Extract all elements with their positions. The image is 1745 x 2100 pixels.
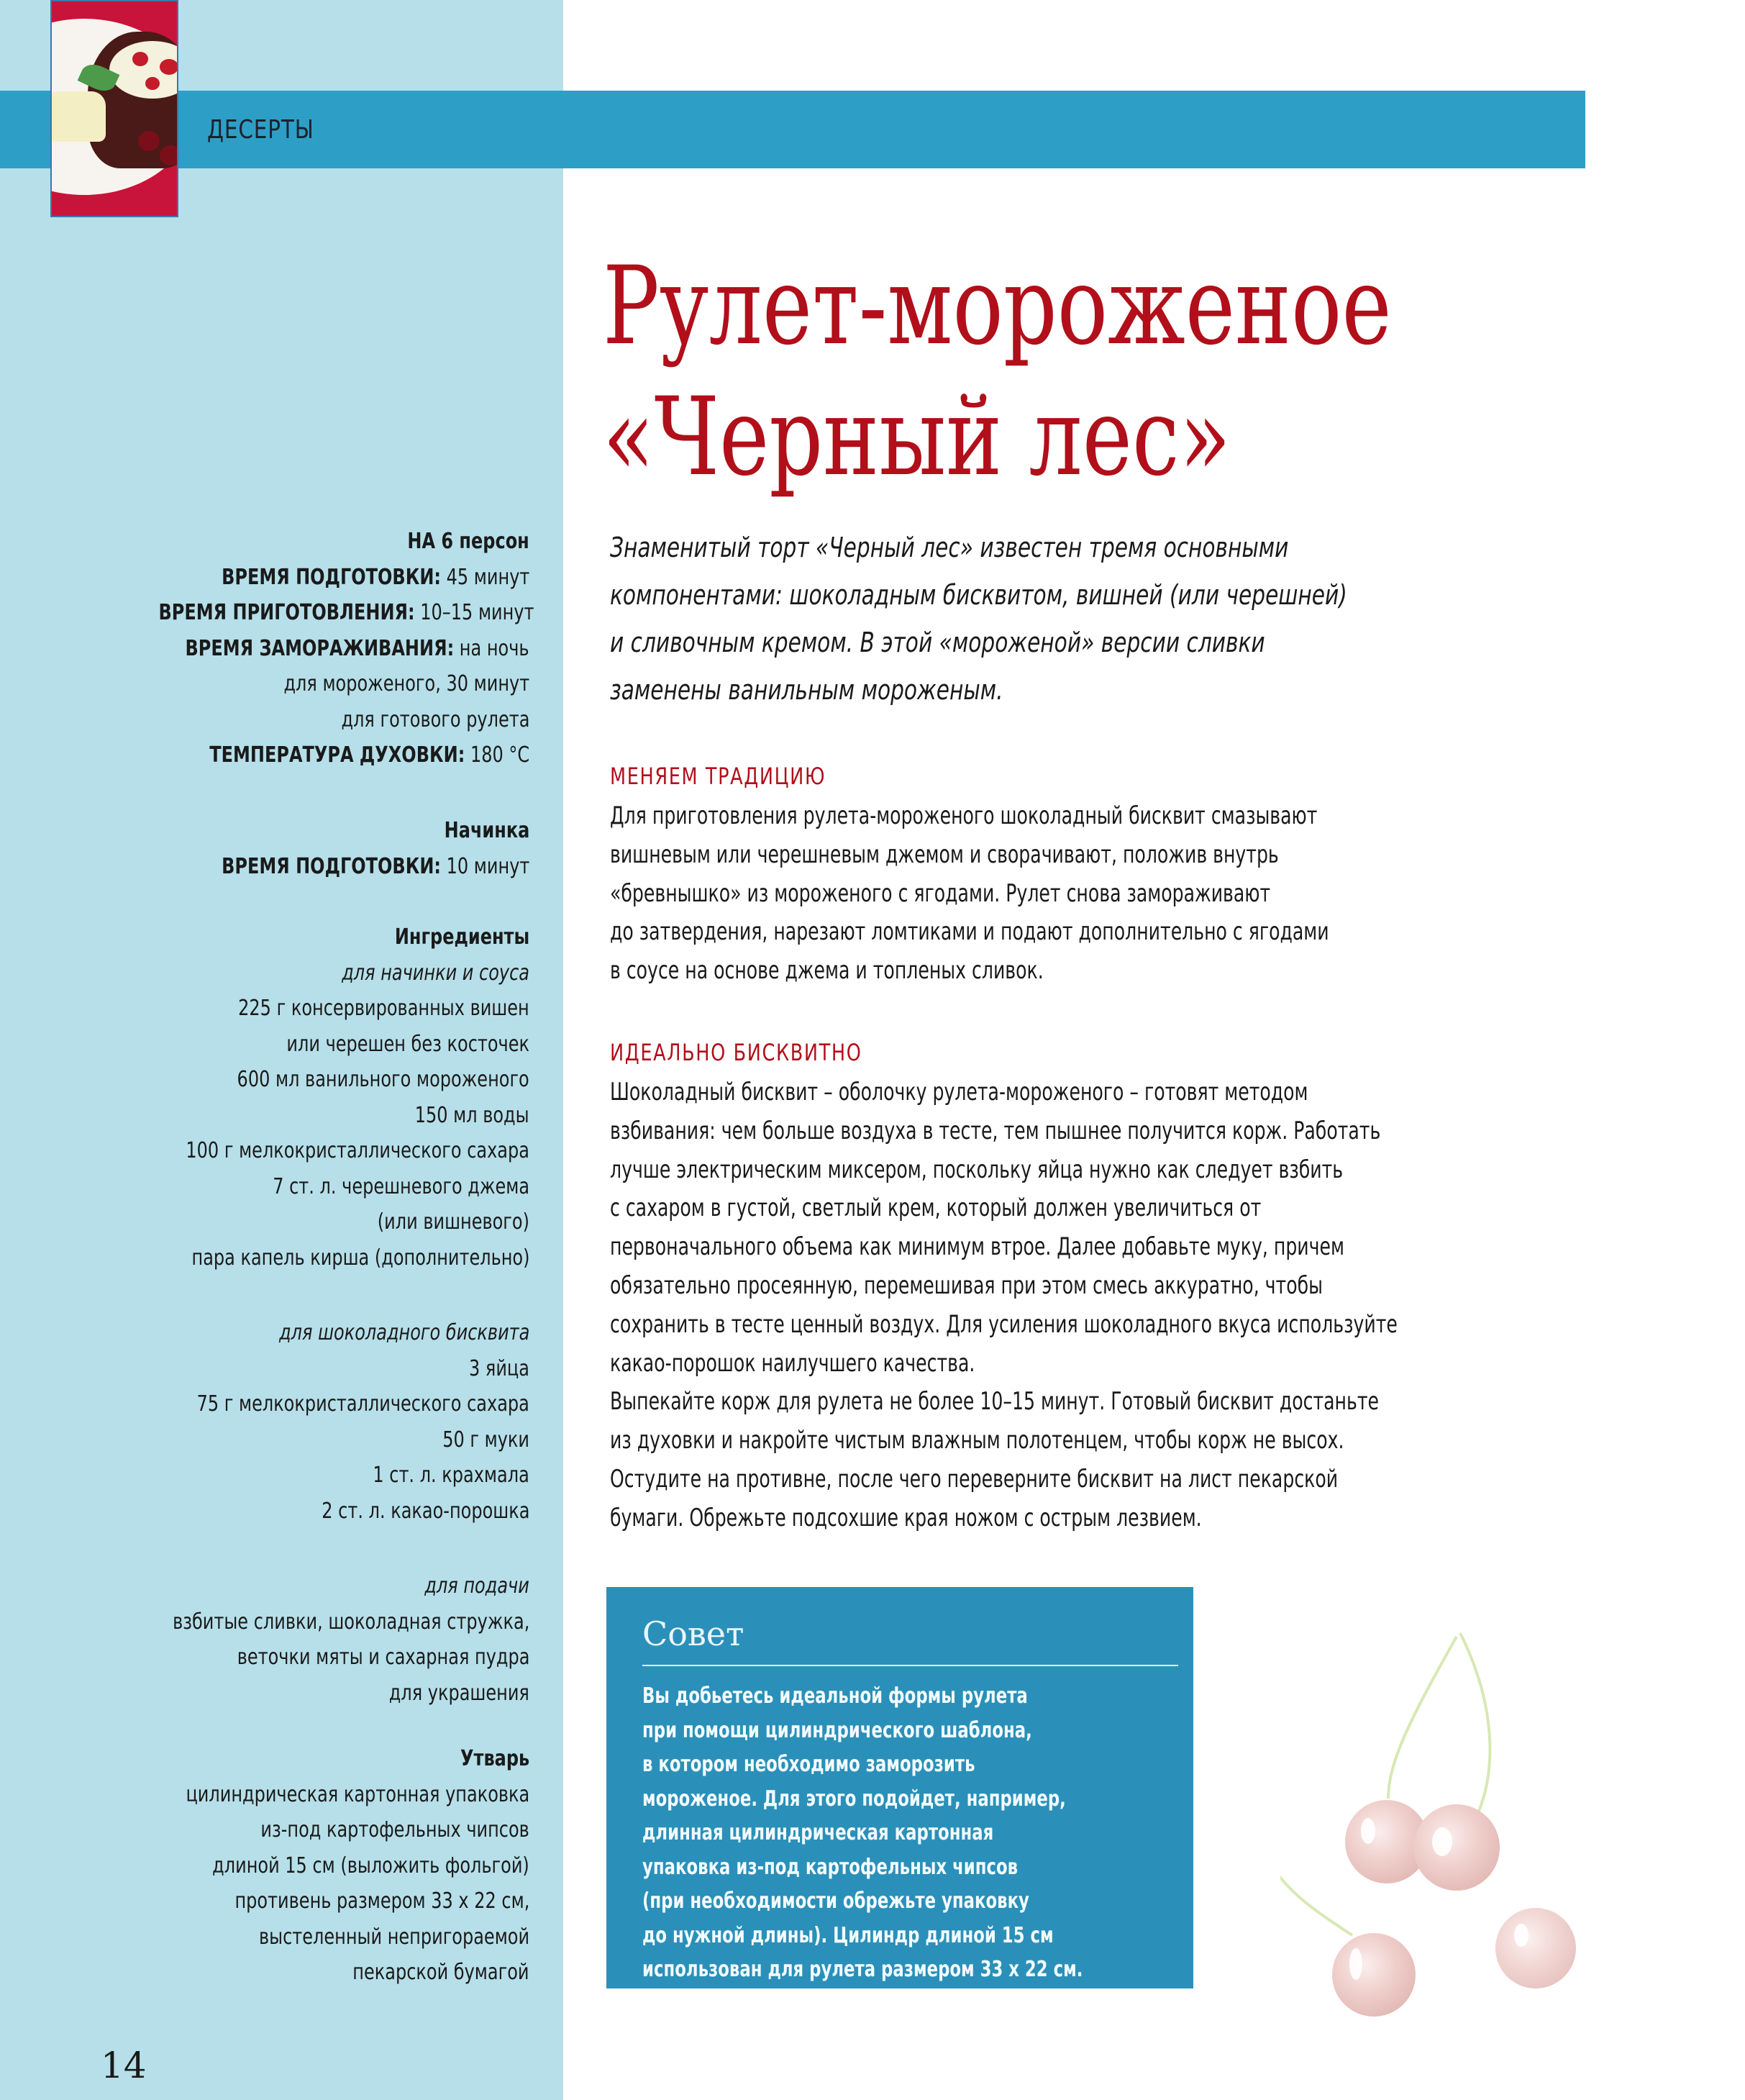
body-line: Для приготовления рулета-мороженого шоколадный бисквит смазывают: [610, 801, 1318, 830]
ingredient-text: 150 мл воды: [415, 1102, 529, 1128]
tip-line: (при необходимости обрежьте упаковку: [642, 1888, 1029, 1914]
body-line: лучше электрическим миксером, поскольку яйца нужно как следует взбить: [610, 1155, 1344, 1184]
dessert-thumbnail-photo: [50, 0, 178, 217]
ingredient-item: [65, 1204, 529, 1240]
cherry-dot: [138, 131, 160, 151]
body-line: до затвердения, нарезают ломтиками и подают дополнительно с ягодами: [610, 917, 1329, 947]
ingredients-group-serving: [65, 1568, 529, 1711]
cherry: [1495, 1908, 1576, 1988]
ingredient-text: 2 ст. л. какао-порошка: [321, 1498, 529, 1524]
body-line: первоначального объема как минимум втрое. Далее добавьте муку, причем: [610, 1232, 1344, 1262]
ice-cream-slice-shape: [52, 91, 106, 142]
equipment-item: [65, 1955, 529, 1991]
cherry-highlight: [1432, 1827, 1452, 1856]
tip-line: мороженое. Для этого подойдет, например,: [642, 1786, 1066, 1812]
section-heading-tradition: МЕНЯЕМ ТРАДИЦИЮ: [610, 763, 826, 790]
ingredient-group-heading: [65, 1568, 529, 1604]
ingredient-text: взбитые сливки, шоколадная стружка,: [172, 1609, 529, 1635]
meta-freeze-cont: [65, 702, 529, 738]
ingredient-group-heading: [65, 955, 529, 991]
ingredient-item: [65, 1640, 529, 1676]
page-number: 14: [101, 2045, 147, 2086]
cherry-highlight: [1349, 1948, 1362, 1980]
cherry-dot: [145, 77, 160, 90]
ingredients-heading: [65, 919, 529, 955]
meta-label: ВРЕМЯ ПОДГОТОВКИ:: [221, 564, 441, 590]
ingredient-text: 100 г мелкокристаллического сахара: [186, 1138, 529, 1163]
meta-cook-time: [65, 595, 534, 631]
equipment-text: пекарской бумагой: [352, 1960, 529, 1985]
recipe-intro: [610, 524, 1452, 714]
meta-freeze-time: [65, 631, 529, 667]
ingredient-text: 75 г мелкокристаллического сахара: [196, 1391, 529, 1417]
intro-line: компонентами: шоколадным бисквитом, вишней (или черешней): [610, 579, 1347, 611]
body-line: из духовки и накройте чистым влажным полотенцем, чтобы корж не высох.: [610, 1426, 1344, 1455]
ingredient-item: [65, 1351, 529, 1387]
recipe-meta: [65, 524, 534, 773]
equipment-list: [65, 1741, 529, 1991]
meta-freeze-cont: [65, 666, 529, 702]
cherry-dot: [160, 145, 178, 165]
filling-meta: [65, 813, 529, 884]
body-line: Остудите на противне, после чего переверните бисквит на лист пекарской: [610, 1464, 1339, 1494]
cherry-stem: [1280, 1806, 1352, 1935]
equipment-heading: [65, 1741, 529, 1777]
tip-line: Вы добьетесь идеальной формы рулета: [642, 1683, 1028, 1709]
body-line: какао-порошок наилучшего качества.: [610, 1348, 975, 1378]
body-line: в соусе на основе джема и топленых сливок.: [610, 956, 1044, 986]
body-line: взбивания: чем больше воздуха в тесте, тем пышнее получится корж. Работать: [610, 1116, 1381, 1145]
equipment-text: длиной 15 см (выложить фольгой): [212, 1853, 529, 1878]
meta-prep-time: [65, 560, 529, 596]
ingredient-item: [65, 1676, 529, 1712]
meta-label: ТЕМПЕРАТУРА ДУХОВКИ:: [209, 742, 465, 768]
tip-line: в котором необходимо заморозить: [642, 1752, 975, 1777]
ingredient-item: [65, 1458, 529, 1494]
body-line: с сахаром в густой, светлый крем, который должен увеличиться от: [610, 1194, 1262, 1223]
body-line: Шоколадный бисквит – оболочку рулета-мороженого – готовят методом: [610, 1078, 1308, 1106]
tip-text: [642, 1679, 1189, 1987]
cherry-highlight: [1514, 1924, 1528, 1947]
meta-label: ВРЕМЯ ПОДГОТОВКИ:: [221, 853, 441, 879]
ingredient-text: 3 яйца: [469, 1355, 529, 1381]
servings-text: НА 6 персон: [407, 529, 529, 554]
meta-label: ВРЕМЯ ПРИГОТОВЛЕНИЯ:: [158, 600, 415, 625]
meta-value: для готового рулета: [341, 706, 529, 732]
ingredient-item: [65, 1027, 529, 1063]
servings: [65, 524, 529, 560]
cherries-illustration: [1280, 1504, 1683, 2050]
meta-value: для мороженого, 30 минут: [283, 671, 529, 696]
cherry-stem: [1460, 1633, 1490, 1813]
cherry: [1413, 1804, 1500, 1891]
equipment-text: выстеленный непригораемой: [258, 1924, 529, 1950]
recipe-title: [603, 241, 1422, 503]
section-body-tradition: [610, 797, 1515, 991]
ingredient-text: (или вишневого): [377, 1209, 529, 1235]
cherry: [1332, 1933, 1416, 2017]
tip-box: [606, 1587, 1193, 1988]
ingredient-item: [65, 991, 529, 1027]
cherry-dot: [132, 52, 148, 66]
body-line: Выпекайте корж для рулета не более 10–15 минут. Готовый бисквит достаньте: [610, 1387, 1379, 1417]
ingredient-item: [65, 1494, 529, 1529]
meta-value: 10 минут: [446, 853, 529, 879]
ingredient-item: [65, 1386, 529, 1422]
equipment-text: противень размером 33 x 22 см,: [234, 1888, 529, 1914]
body-line: «бревнышко» из мороженого с ягодами. Рулет снова замораживают: [610, 878, 1271, 908]
ingredient-item: [65, 1133, 529, 1169]
meta-value: 45 минут: [446, 564, 529, 590]
equipment-text: цилиндрическая картонная упаковка: [186, 1781, 529, 1807]
ingredient-text: пара капель кирша (дополнительно): [191, 1245, 529, 1271]
ingredient-group-heading-text: для начинки и соуса: [342, 960, 529, 986]
ingredient-text: или черешен без косточек: [286, 1031, 529, 1057]
section-body-sponge: [610, 1073, 1515, 1538]
ingredient-text: веточки мяты и сахарная пудра: [237, 1645, 529, 1670]
body-line: обязательно просеянную, перемешивая при этом смесь аккуратно, чтобы: [610, 1271, 1323, 1300]
section-heading-sponge: ИДЕАЛЬНО БИСКВИТНО: [610, 1039, 862, 1066]
ingredient-text: 600 мл ванильного мороженого: [237, 1067, 529, 1092]
tip-line: до нужной длины). Цилиндр длиной 15 см: [642, 1922, 1054, 1948]
equipment-item: [65, 1883, 529, 1919]
ingredient-group-heading-text: для шоколадного бисквита: [278, 1320, 529, 1345]
tip-title: Совет: [642, 1614, 744, 1653]
equipment-item: [65, 1812, 529, 1848]
tip-divider: [642, 1665, 1178, 1666]
recipe-title-line: Рулет-мороженое: [603, 244, 1392, 369]
body-line: вишневым или черешневым джемом и сворачивают, положив внутрь: [610, 840, 1279, 869]
equipment-heading-text: Утварь: [460, 1746, 529, 1771]
meta-value: 10–15 минут: [420, 600, 534, 625]
equipment-item: [65, 1848, 529, 1884]
ingredient-item: [65, 1240, 529, 1276]
equipment-item: [65, 1919, 529, 1955]
ingredient-group-heading: [65, 1315, 529, 1351]
cherry-stem: [1388, 1637, 1457, 1799]
intro-line: и сливочным кремом. В этой «мороженой» версии сливки: [610, 627, 1265, 658]
meta-label: ВРЕМЯ ЗАМОРАЖИВАНИЯ:: [185, 635, 455, 661]
filling-heading: [65, 813, 529, 849]
meta-value: 180 °C: [470, 742, 529, 768]
body-line: сохранить в тесте ценный воздух. Для усиления шоколадного вкуса используйте: [610, 1309, 1398, 1339]
ingredient-text: 50 г муки: [442, 1427, 529, 1453]
section-label: ДЕСЕРТЫ: [207, 115, 314, 145]
ingredient-text: 225 г консервированных вишен: [238, 996, 529, 1021]
equipment-text: из-под картофельных чипсов: [260, 1817, 529, 1842]
tip-line: упаковка из-под картофельных чипсов: [642, 1854, 1019, 1880]
ingredient-group-heading-text: для подачи: [424, 1573, 529, 1599]
ingredient-item: [65, 1422, 529, 1458]
ingredients-list: [65, 919, 529, 1276]
ingredient-item: [65, 1062, 529, 1098]
ingredient-text: 7 ст. л. черешневого джема: [273, 1173, 529, 1199]
body-line: бумаги. Обрежьте подсохшие края ножом с острым лезвием.: [610, 1503, 1202, 1532]
intro-line: заменены ванильным мороженым.: [610, 674, 1003, 706]
recipe-title-line: «Черный лес»: [603, 375, 1231, 500]
meta-value: на ночь: [460, 635, 529, 661]
intro-line: Знаменитый торт «Черный лес» известен тремя основными: [610, 532, 1289, 563]
meta-oven-temp: [65, 737, 529, 773]
ingredient-item: [65, 1604, 529, 1640]
ingredient-text: 1 ст. л. крахмала: [373, 1463, 529, 1488]
ingredient-item: [65, 1098, 529, 1134]
ingredient-text: для украшения: [388, 1680, 529, 1706]
tip-line: при помощи цилиндрического шаблона,: [642, 1717, 1032, 1743]
ingredient-item: [65, 1169, 529, 1205]
tip-line: длинная цилиндрическая картонная: [642, 1820, 994, 1845]
equipment-item: [65, 1777, 529, 1813]
cherry-dot: [160, 59, 178, 75]
tip-line: использован для рулета размером 33 x 22 см.: [642, 1957, 1083, 1982]
cherry-highlight: [1361, 1818, 1375, 1844]
ingredients-group-sponge: [65, 1315, 529, 1529]
filling-prep-time: [65, 849, 529, 885]
filling-heading-text: Начинка: [444, 818, 529, 843]
ingredients-heading-text: Ингредиенты: [394, 924, 529, 950]
